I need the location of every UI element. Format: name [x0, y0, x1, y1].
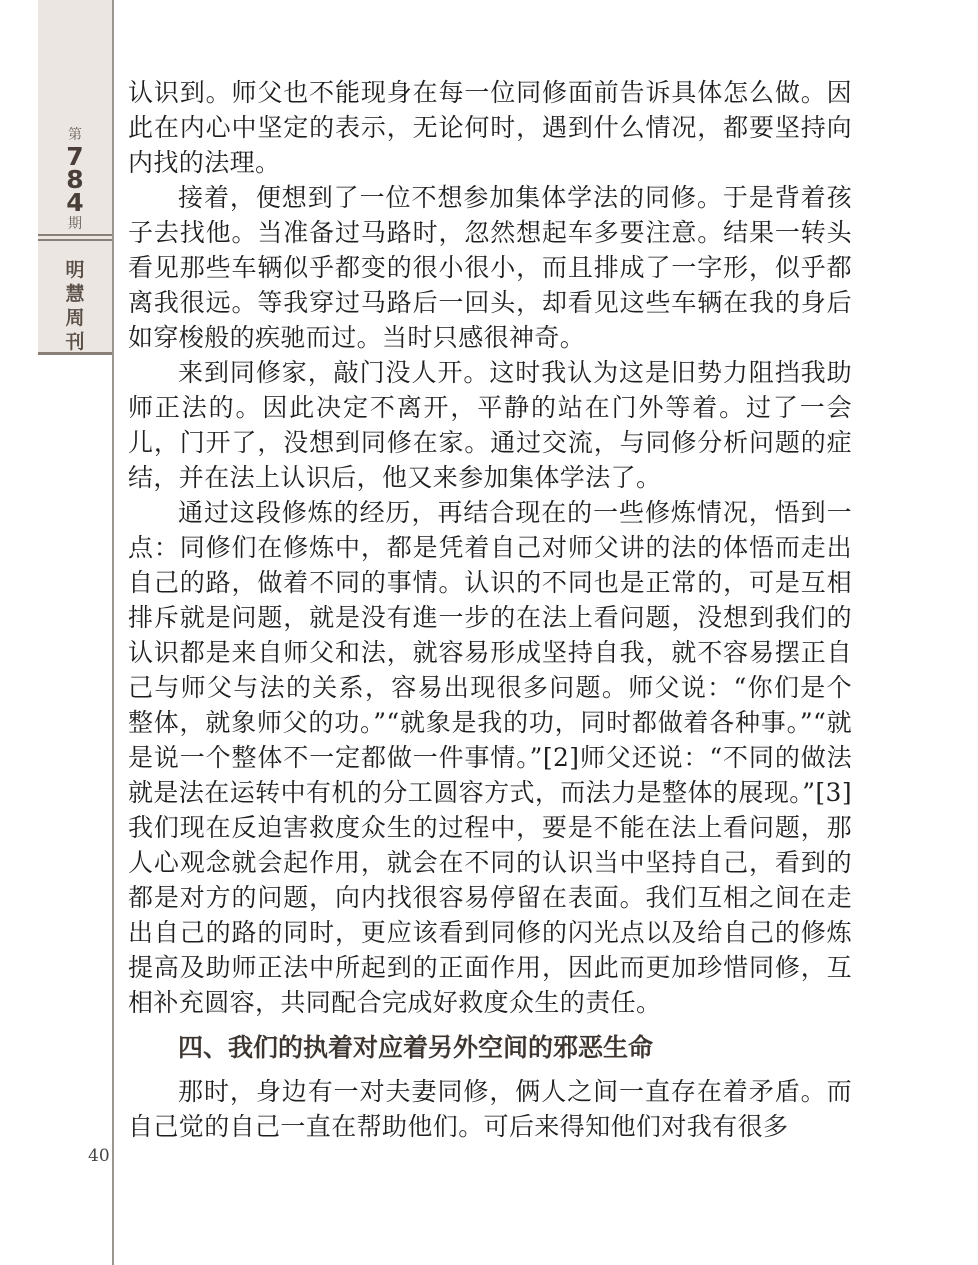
- paragraph: 那时，身边有一对夫妻同修，俩人之间一直存在着矛盾。而自己觉的自己一直在帮助他们。可后来得知他们对我有很多: [128, 1077, 852, 1141]
- issue-side-tab: [38, 0, 112, 355]
- magazine-title-char: 明: [65, 259, 85, 281]
- issue-suffix: 期: [68, 216, 82, 232]
- article-body: [128, 75, 852, 1144]
- spine-line: [112, 0, 114, 1265]
- paragraph: 来到同修家，敲门没人开。这时我认为这是旧势力阻挡我助师正法的。因此决定不离开，平静的站在门外等着。过了一会儿，门开了，没想到同修在家。通过交流，与同修分析问题的症结，并在法上认识后，他又来参加集体学法了。: [128, 358, 852, 492]
- paragraph: 接着，便想到了一位不想参加集体学法的同修。于是背着孩子去找他。当准备过马路时，忽然想起车多要注意。结果一转头看见那些车辆似乎都变的很小很小，而且排成了一字形，似乎都离我很远。等我穿过马路后一回头，却看见这些车辆在我的身后如穿梭般的疾驰而过。当时只感很神奇。: [128, 183, 852, 352]
- issue-digit: 7: [66, 142, 84, 171]
- tab-divider: [38, 234, 112, 236]
- paragraph: 认识到。师父也不能现身在每一位同修面前告诉具体怎么做。因此在内心中坚定的表示，无论何时，遇到什么情况，都要坚持向内找的法理。: [128, 78, 852, 177]
- issue-prefix: 第: [68, 127, 82, 143]
- tab-divider: [38, 239, 112, 241]
- magazine-title-char: 周: [65, 307, 85, 329]
- page-number: 40: [88, 1146, 110, 1166]
- magazine-title-char: 慧: [65, 283, 85, 305]
- issue-number: [38, 125, 112, 234]
- issue-digit: 8: [66, 165, 84, 194]
- issue-digit: 4: [66, 188, 84, 217]
- paragraph: 通过这段修炼的经历，再结合现在的一些修炼情况，悟到一点：同修们在修炼中，都是凭着自己对师父讲的法的体悟而走出自己的路，做着不同的事情。认识的不同也是正常的，可是互相排斥就是问题，就是没有進一步的在法上看问题，没想到我们的认识都是来自师父和法，就容易形成坚持自我，就不容易摆正自己与师父与法的关系，容易出现很多问题。师父说：“你们是个整体，就象师父的功。”“就象是我的功，同时都做着各种事。”“就是说一个整体不一定都做一件事情。”[2]师父还说：“不同的做法就是法在运转中有机的分工圆容方式，而法力是整体的展现。”[3] 我们现在反迫害救度众生的过程中，要是不能在法上看问题，那人心观念就会起作用，就会在不同的认识当中坚持自己，看到的都是对方的问题，向内找很容易停留在表面。我们互相之间在走出自己的路的同时，更应该看到同修的闪光点以及给自己的修炼提高及助师正法中所起到的正面作用，因此而更加珍惜同修，互相补充圆容，共同配合完成好救度众生的责任。: [128, 498, 852, 1017]
- magazine-title-char: 刊: [65, 331, 85, 353]
- section-heading: 四、我们的执着对应着另外空间的邪恶生命: [178, 1033, 654, 1062]
- magazine-title: [38, 258, 112, 354]
